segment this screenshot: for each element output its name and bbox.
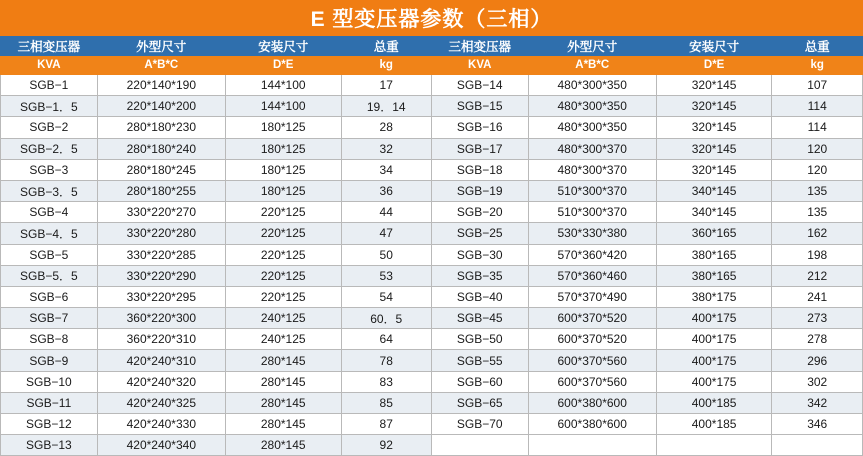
header-cell-transformer-left: 三相变压器: [1, 36, 98, 56]
cell-mounting-right: 320*145: [656, 96, 772, 117]
cell-kva-left: SGB−10: [1, 371, 98, 392]
cell-kva-right: [431, 435, 528, 456]
cell-mounting-right: 320*145: [656, 138, 772, 159]
table-row: [1, 329, 863, 350]
unit-cell-de-right: D*E: [656, 56, 772, 75]
cell-outline-left: 330*220*270: [97, 202, 225, 223]
cell-outline-left: 420*240*320: [97, 371, 225, 392]
table-row: [1, 180, 863, 201]
cell-mounting-right: 400*185: [656, 414, 772, 435]
cell-weight-right: 241: [772, 286, 863, 307]
table-row: [1, 286, 863, 307]
cell-kva-left: SGB−4: [1, 202, 98, 223]
cell-weight-left: 54: [341, 286, 431, 307]
cell-outline-left: 330*220*285: [97, 244, 225, 265]
cell-weight-left: 28: [341, 117, 431, 138]
cell-mounting-right: [656, 435, 772, 456]
cell-kva-left: SGB−11: [1, 392, 98, 413]
cell-kva-right: SGB−14: [431, 75, 528, 96]
cell-kva-right: SGB−30: [431, 244, 528, 265]
cell-mounting-right: 320*145: [656, 159, 772, 180]
table-row: [1, 159, 863, 180]
cell-kva-right: SGB−70: [431, 414, 528, 435]
cell-outline-left: 220*140*200: [97, 96, 225, 117]
table-row: [1, 75, 863, 96]
cell-mounting-left: 220*125: [225, 244, 341, 265]
table-row: [1, 223, 863, 244]
unit-cell-kg-right: kg: [772, 56, 863, 75]
cell-outline-left: 360*220*300: [97, 308, 225, 329]
cell-weight-left: 32: [341, 138, 431, 159]
cell-kva-right: SGB−15: [431, 96, 528, 117]
table-row: [1, 308, 863, 329]
cell-mounting-right: 320*145: [656, 117, 772, 138]
cell-outline-right: 480*300*350: [528, 75, 656, 96]
cell-weight-left: 78: [341, 350, 431, 371]
cell-mounting-left: 220*125: [225, 223, 341, 244]
cell-outline-right: 600*370*520: [528, 308, 656, 329]
cell-mounting-left: 144*100: [225, 96, 341, 117]
cell-weight-left: 53: [341, 265, 431, 286]
cell-kva-left: SGB−8: [1, 329, 98, 350]
cell-weight-left: 34: [341, 159, 431, 180]
table-row: [1, 435, 863, 456]
cell-mounting-left: 220*125: [225, 265, 341, 286]
cell-mounting-left: 180*125: [225, 159, 341, 180]
cell-mounting-left: 180*125: [225, 180, 341, 201]
table-row: [1, 392, 863, 413]
unit-cell-kva-left: KVA: [1, 56, 98, 75]
cell-mounting-left: 180*125: [225, 138, 341, 159]
cell-kva-left: SGB−5: [1, 244, 98, 265]
cell-kva-right: SGB−50: [431, 329, 528, 350]
cell-mounting-right: 400*175: [656, 308, 772, 329]
cell-kva-right: SGB−60: [431, 371, 528, 392]
cell-outline-left: 280*180*245: [97, 159, 225, 180]
cell-mounting-left: 240*125: [225, 329, 341, 350]
header-cell-weight-right: 总重: [772, 36, 863, 56]
table-row: [1, 96, 863, 117]
cell-weight-right: 198: [772, 244, 863, 265]
cell-weight-right: 302: [772, 371, 863, 392]
cell-kva-left: SGB−4．5: [1, 223, 98, 244]
cell-weight-right: 342: [772, 392, 863, 413]
cell-weight-left: 64: [341, 329, 431, 350]
cell-outline-right: 480*300*370: [528, 159, 656, 180]
cell-kva-right: SGB−40: [431, 286, 528, 307]
cell-outline-left: 280*180*255: [97, 180, 225, 201]
cell-weight-right: 114: [772, 96, 863, 117]
table-row: [1, 350, 863, 371]
cell-outline-right: 480*300*350: [528, 117, 656, 138]
cell-mounting-right: 400*175: [656, 371, 772, 392]
cell-weight-left: 60．5: [341, 308, 431, 329]
unit-cell-de-left: D*E: [225, 56, 341, 75]
cell-weight-right: [772, 435, 863, 456]
title-row: [1, 1, 863, 36]
cell-mounting-right: 400*175: [656, 329, 772, 350]
cell-weight-left: 17: [341, 75, 431, 96]
cell-outline-left: 360*220*310: [97, 329, 225, 350]
cell-outline-left: 330*220*295: [97, 286, 225, 307]
cell-weight-right: 135: [772, 202, 863, 223]
header-row-units: [1, 56, 863, 75]
cell-mounting-right: 400*185: [656, 392, 772, 413]
cell-kva-right: SGB−65: [431, 392, 528, 413]
header-cell-mounting-right: 安装尺寸: [656, 36, 772, 56]
cell-outline-left: 330*220*280: [97, 223, 225, 244]
cell-outline-right: 600*370*520: [528, 329, 656, 350]
cell-kva-left: SGB−3: [1, 159, 98, 180]
unit-cell-kva-right: KVA: [431, 56, 528, 75]
table-row: [1, 244, 863, 265]
cell-mounting-right: 340*145: [656, 202, 772, 223]
table-row: [1, 202, 863, 223]
cell-kva-left: SGB−6: [1, 286, 98, 307]
cell-weight-right: 120: [772, 159, 863, 180]
cell-kva-left: SGB−1．5: [1, 96, 98, 117]
cell-weight-left: 92: [341, 435, 431, 456]
cell-kva-right: SGB−35: [431, 265, 528, 286]
table-row: [1, 138, 863, 159]
cell-weight-right: 296: [772, 350, 863, 371]
cell-mounting-left: 280*145: [225, 371, 341, 392]
cell-kva-right: SGB−45: [431, 308, 528, 329]
cell-kva-right: SGB−20: [431, 202, 528, 223]
page-title: E 型变压器参数（三相）: [1, 1, 863, 36]
cell-kva-left: SGB−1: [1, 75, 98, 96]
cell-kva-left: SGB−3．5: [1, 180, 98, 201]
cell-outline-right: 530*330*380: [528, 223, 656, 244]
cell-weight-left: 44: [341, 202, 431, 223]
cell-mounting-right: 380*175: [656, 286, 772, 307]
cell-kva-right: SGB−19: [431, 180, 528, 201]
cell-weight-right: 114: [772, 117, 863, 138]
unit-cell-abc-left: A*B*C: [97, 56, 225, 75]
cell-outline-right: 600*370*560: [528, 371, 656, 392]
cell-outline-left: 420*240*340: [97, 435, 225, 456]
cell-weight-right: 120: [772, 138, 863, 159]
cell-outline-right: 600*370*560: [528, 350, 656, 371]
header-cell-mounting-left: 安装尺寸: [225, 36, 341, 56]
cell-mounting-left: 280*145: [225, 350, 341, 371]
header-row-primary: [1, 36, 863, 56]
cell-mounting-left: 220*125: [225, 286, 341, 307]
cell-mounting-right: 380*165: [656, 244, 772, 265]
cell-mounting-left: 240*125: [225, 308, 341, 329]
cell-outline-left: 330*220*290: [97, 265, 225, 286]
cell-outline-right: [528, 435, 656, 456]
cell-weight-left: 36: [341, 180, 431, 201]
cell-outline-right: 570*360*420: [528, 244, 656, 265]
cell-outline-right: 570*370*490: [528, 286, 656, 307]
cell-mounting-right: 320*145: [656, 75, 772, 96]
cell-outline-right: 510*300*370: [528, 180, 656, 201]
header-cell-transformer-right: 三相变压器: [431, 36, 528, 56]
cell-weight-right: 162: [772, 223, 863, 244]
cell-mounting-left: 280*145: [225, 435, 341, 456]
table-row: [1, 371, 863, 392]
cell-kva-left: SGB−2: [1, 117, 98, 138]
cell-kva-right: SGB−16: [431, 117, 528, 138]
cell-weight-left: 50: [341, 244, 431, 265]
cell-kva-right: SGB−18: [431, 159, 528, 180]
unit-cell-abc-right: A*B*C: [528, 56, 656, 75]
cell-mounting-right: 340*145: [656, 180, 772, 201]
cell-outline-right: 510*300*370: [528, 202, 656, 223]
header-cell-weight-left: 总重: [341, 36, 431, 56]
cell-kva-left: SGB−7: [1, 308, 98, 329]
cell-outline-left: 280*180*240: [97, 138, 225, 159]
table-row: [1, 117, 863, 138]
cell-kva-left: SGB−9: [1, 350, 98, 371]
cell-weight-left: 83: [341, 371, 431, 392]
cell-weight-left: 87: [341, 414, 431, 435]
header-cell-outline-left: 外型尺寸: [97, 36, 225, 56]
cell-kva-right: SGB−55: [431, 350, 528, 371]
table-row: [1, 265, 863, 286]
cell-mounting-left: 220*125: [225, 202, 341, 223]
cell-weight-left: 47: [341, 223, 431, 244]
cell-kva-left: SGB−5．5: [1, 265, 98, 286]
table-row: [1, 414, 863, 435]
cell-weight-left: 19．14: [341, 96, 431, 117]
cell-outline-left: 420*240*325: [97, 392, 225, 413]
cell-kva-right: SGB−17: [431, 138, 528, 159]
cell-outline-left: 220*140*190: [97, 75, 225, 96]
cell-weight-right: 273: [772, 308, 863, 329]
cell-kva-right: SGB−25: [431, 223, 528, 244]
cell-weight-right: 278: [772, 329, 863, 350]
cell-outline-right: 600*380*600: [528, 392, 656, 413]
cell-outline-right: 480*300*350: [528, 96, 656, 117]
cell-mounting-left: 280*145: [225, 392, 341, 413]
cell-outline-left: 420*240*330: [97, 414, 225, 435]
cell-weight-left: 85: [341, 392, 431, 413]
cell-kva-left: SGB−12: [1, 414, 98, 435]
cell-kva-left: SGB−2．5: [1, 138, 98, 159]
cell-mounting-right: 400*175: [656, 350, 772, 371]
cell-mounting-left: 280*145: [225, 414, 341, 435]
cell-mounting-left: 144*100: [225, 75, 341, 96]
cell-weight-right: 107: [772, 75, 863, 96]
cell-weight-right: 135: [772, 180, 863, 201]
cell-kva-left: SGB−13: [1, 435, 98, 456]
cell-mounting-right: 380*165: [656, 265, 772, 286]
cell-outline-right: 480*300*370: [528, 138, 656, 159]
cell-weight-right: 212: [772, 265, 863, 286]
cell-outline-right: 600*380*600: [528, 414, 656, 435]
unit-cell-kg-left: kg: [341, 56, 431, 75]
header-cell-outline-right: 外型尺寸: [528, 36, 656, 56]
cell-mounting-left: 180*125: [225, 117, 341, 138]
cell-outline-right: 570*360*460: [528, 265, 656, 286]
cell-outline-left: 280*180*230: [97, 117, 225, 138]
cell-weight-right: 346: [772, 414, 863, 435]
cell-mounting-right: 360*165: [656, 223, 772, 244]
cell-outline-left: 420*240*310: [97, 350, 225, 371]
